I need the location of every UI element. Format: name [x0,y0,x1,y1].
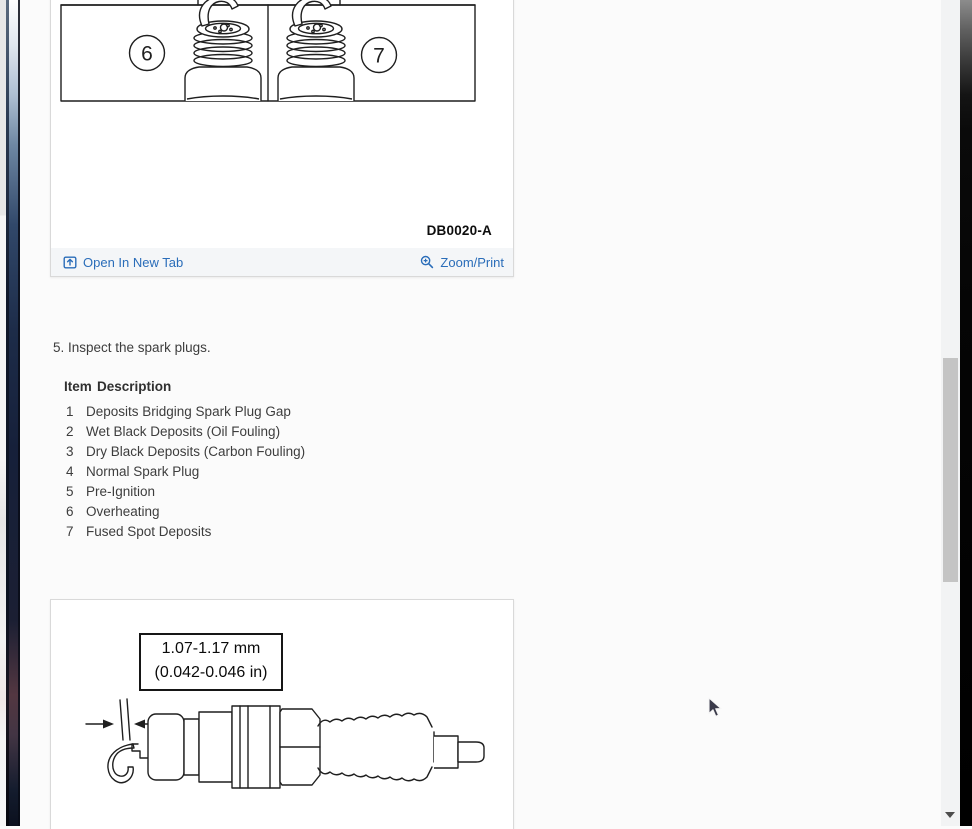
zoom-print-icon [420,255,434,269]
zoom-print-label: Zoom/Print [440,254,504,270]
figure-drawing-code: DB0020-A [426,223,492,238]
legend-table [64,379,305,542]
open-in-new-tab-label: Open In New Tab [83,254,184,270]
left-edge-blue-band [9,0,20,826]
row-desc: Normal Spark Plug [86,464,200,479]
row-item: 3 [66,444,74,459]
callout-6 [130,36,165,71]
table-row [64,482,305,502]
figure-card-plug-conditions [50,0,514,277]
step-5-instruction: 5. Inspect the spark plugs. [53,340,211,355]
table-row [64,402,305,422]
background-window-right-edge [960,0,972,826]
row-desc: Dry Black Deposits (Carbon Fouling) [86,444,306,459]
gap-spec-box [139,633,283,691]
open-in-new-tab-icon [63,255,77,269]
spark-plug-gap-illustration [84,692,506,818]
table-row [64,522,305,542]
gap-spec-metric: 1.07-1.17 mm [161,640,261,657]
row-item: 4 [66,464,74,479]
row-item: 6 [66,504,74,519]
table-row [64,502,305,522]
callout-7 [362,38,397,73]
row-desc: Pre-Ignition [86,484,156,499]
row-item: 5 [66,484,74,499]
table-row [64,442,305,462]
row-desc: Deposits Bridging Spark Plug Gap [86,404,291,419]
row-desc: Fused Spot Deposits [86,524,212,539]
scrollbar-down-arrow-icon[interactable] [945,812,955,818]
callout-6-number: 6 [141,42,153,66]
row-item: 1 [66,404,74,419]
spark-plug-condition-illustration [58,0,478,102]
legend-table-header [64,379,305,394]
table-row [64,422,305,442]
vertical-scrollbar-thumb[interactable] [943,358,958,582]
figure-footer-bar [51,248,513,276]
row-item: 2 [66,424,74,439]
figure-card-plug-gap [50,599,514,829]
row-desc: Overheating [86,504,160,519]
open-in-new-tab-link[interactable] [63,255,183,270]
row-desc: Wet Black Deposits (Oil Fouling) [86,424,281,439]
mouse-cursor-icon [708,697,723,718]
gap-spec-imperial: (0.042-0.046 in) [154,664,268,681]
zoom-print-link[interactable] [420,255,504,270]
header-item: Item [64,379,92,394]
header-description: Description [97,379,172,394]
background-window-left-edge [0,0,20,826]
row-item: 7 [66,524,74,539]
vertical-scrollbar-track[interactable] [941,0,960,826]
table-row [64,462,305,482]
callout-7-number: 7 [373,44,385,68]
